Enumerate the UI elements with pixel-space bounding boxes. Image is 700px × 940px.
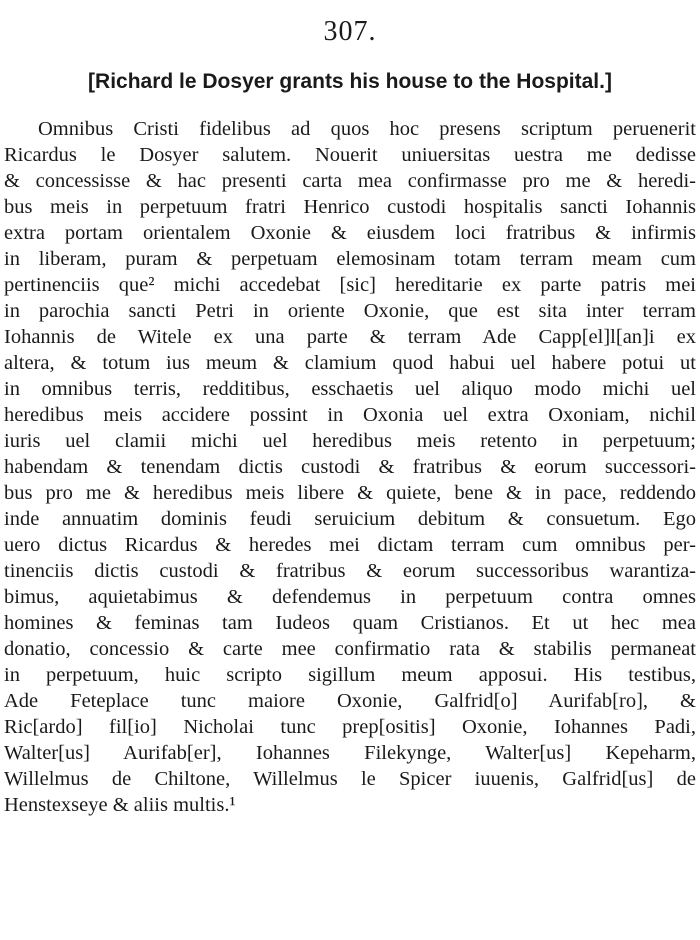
text-line: Ric[ardo] fil[io] Nicholai tunc prep[ositis] Oxonie, Iohannes Padi, [4, 716, 696, 738]
text-line: in perpetuum, huic scripto sigillum meum apposui. His testibus, [4, 664, 696, 686]
text-line: bimus, aquietabimus & defendemus in perpetuum contra omnes [4, 586, 696, 608]
text-line: & concessisse & hac presenti carta mea confirmasse pro me & heredi- [4, 170, 696, 192]
text-line: habendam & tenendam dictis custodi & fratribus & eorum successori- [4, 456, 696, 478]
document-heading: [Richard le Dosyer grants his house to the Hospital.] [88, 70, 612, 93]
page-number: 307. [323, 16, 377, 47]
text-line: Henstexseye & aliis multis.¹ [4, 794, 236, 816]
text-line: pertinenciis que² michi accedebat [sic] hereditarie ex parte patris mei [4, 274, 696, 296]
text-line: Ade Feteplace tunc maiore Oxonie, Galfrid[o] Aurifab[ro], & [4, 690, 696, 712]
text-line: bus pro me & heredibus meis libere & quiete, bene & in pace, reddendo [4, 482, 696, 504]
text-line: homines & feminas tam Iudeos quam Cristianos. Et ut hec mea [4, 612, 696, 634]
text-line: Iohannis de Witele ex una parte & terram Ade Capp[el]l[an]i ex [4, 326, 696, 348]
text-line: uero dictus Ricardus & heredes mei dictam terram cum omnibus per- [4, 534, 696, 556]
text-line: Ricardus le Dosyer salutem. Nouerit uniuersitas uestra me dedisse [4, 144, 696, 166]
text-line: altera, & totum ius meum & clamium quod habui uel habere potui ut [4, 352, 696, 374]
text-line: in liberam, puram & perpetuam elemosinam totam terram meam cum [4, 248, 696, 270]
text-line: bus meis in perpetuum fratri Henrico custodi hospitalis sancti Iohannis [4, 196, 696, 218]
text-line: in omnibus terris, redditibus, esschaetis uel aliquo modo michi uel [4, 378, 696, 400]
text-line: Walter[us] Aurifab[er], Iohannes Filekynge, Walter[us] Kepeharm, [4, 742, 696, 764]
text-line: heredibus meis accidere possint in Oxonia uel extra Oxoniam, nichil [4, 404, 696, 426]
text-line: Willelmus de Chiltone, Willelmus le Spicer iuuenis, Galfrid[us] de [4, 768, 696, 790]
text-line: Omnibus Cristi fidelibus ad quos hoc presens scriptum peruenerit [38, 118, 696, 140]
text-line: in parochia sancti Petri in oriente Oxonie, que est sita inter terram [4, 300, 696, 322]
text-line: extra portam orientalem Oxonie & eiusdem loci fratribus & infirmis [4, 222, 696, 244]
charter-text [4, 116, 696, 818]
text-line: inde annuatim dominis feudi seruicium debitum & consuetum. Ego [4, 508, 696, 530]
text-line: iuris uel clamii michi uel heredibus meis retento in perpetuum; [4, 430, 696, 452]
text-line: donatio, concessio & carte mee confirmatio rata & stabilis permaneat [4, 638, 696, 660]
text-line: tinenciis dictis custodi & fratribus & eorum successoribus warantiza- [4, 560, 696, 582]
